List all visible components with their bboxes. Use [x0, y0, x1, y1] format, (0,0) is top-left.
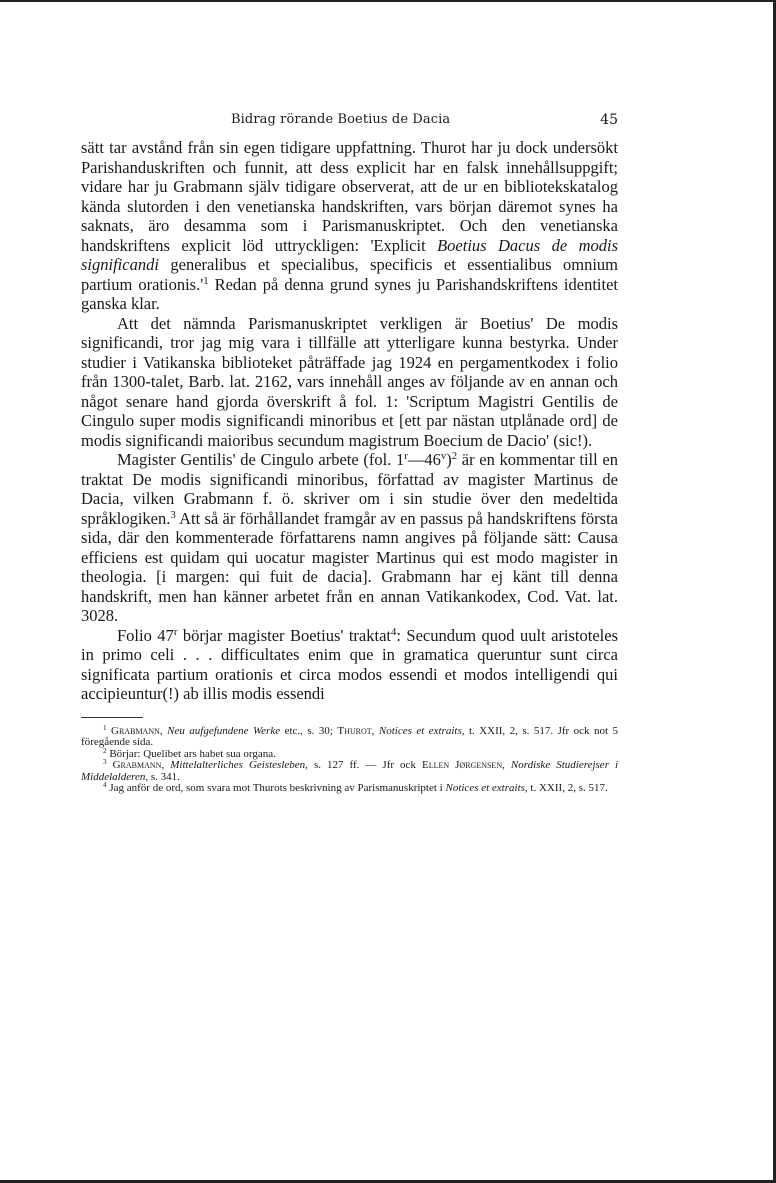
footnote — [81, 783, 618, 795]
small-caps-name: Grabmann — [112, 759, 162, 772]
superscript: 1 — [203, 274, 209, 287]
text-run: : Secundum quod uult aristoteles in primo celi . . . difficultates enim que in gramatica queruntur sunt circa significata partium orationis et circa modos essendi et modos intelligendi qui accipieuntur(!) ab illis modis essendi — [81, 625, 618, 703]
text-run: , s. 127 ff. — Jfr ock — [305, 759, 422, 772]
paragraph — [81, 626, 618, 704]
body-text — [81, 138, 618, 704]
italic-text: Nordiske Studierejser i Middelalderen — [81, 759, 619, 783]
superscript: r — [173, 625, 178, 638]
page-header — [81, 108, 618, 138]
text-run: Börjar: Quelibet ars habet sua organa. — [106, 747, 276, 760]
superscript: 3 — [170, 508, 176, 521]
italic-text: Boetius Dacus de modis significandi — [81, 235, 618, 274]
text-run: , t. XXII, 2, s. 517. — [524, 782, 608, 795]
superscript: 4 — [390, 625, 397, 638]
text-run: —46 — [407, 450, 441, 469]
superscript: v — [440, 450, 447, 463]
text-run: , s. 341. — [145, 770, 180, 783]
small-caps-name: Thurot — [337, 724, 372, 737]
text-run: Att så är förhållandet framgår av en passus på handskriftens första sida, där den kommenterade författarens namn angives på följande sätt: Causa efficiens est quidam qui uocatur magister Martinus qui est modo magister in theologia. [i margen: qui fuit de dacia]. Grabmann har ej känt till denna handskrift, men han känner arbetet från en annan Vatikankodex, Cod. Vat. lat. 3028. — [81, 508, 618, 625]
superscript: 2 — [451, 450, 458, 463]
text-run: sätt tar avstånd från sin egen tidigare uppfattning. Thurot har ju dock undersökt Parishanduskriften och funnit, att dess explicit har en falsk innehållsuppgift; vidare har ju Grabmann själv tidigare observerat, att de ur en bibliotekskatalog kända slutorden i den venetianska handskriften, vars början däremot synes ha saknats, äro desamma som i Parismanuskriptet. Och den venetianska handskriftens explicit löd uttryckligen: 'Explicit — [81, 138, 618, 255]
text-run: , t. XXII, 2, s. 517. Jfr ock not 5 föregående sida. — [81, 724, 619, 749]
text-run: Folio 47 — [117, 625, 174, 645]
text-run: etc., s. 30; — [280, 724, 338, 737]
superscript: r — [404, 450, 408, 463]
italic-text: Notices et extraits — [378, 724, 462, 737]
text-run: är en kommentar till en traktat De modis significandi minoribus, författad av magister Martinus de Dacia, vilken Grabmann f. ö. skriver om i sin studie över den medeltida språklogiken. — [81, 450, 618, 528]
superscript: 3 — [103, 758, 107, 767]
text-run: ) — [446, 450, 452, 469]
book-page — [81, 108, 618, 795]
paragraph — [81, 314, 618, 451]
italic-text: Mittelalterliches Geistesleben — [170, 759, 306, 772]
superscript: 4 — [103, 781, 107, 790]
paragraph — [81, 450, 618, 626]
text-run: Magister Gentilis' de Cingulo arbete (fol. 1 — [117, 450, 405, 469]
text-run: börjar magister Boetius' traktat — [177, 625, 391, 645]
italic-text: Neu aufgefundene Werke — [167, 724, 281, 737]
text-run: Jag anför de ord, som svara mot Thurots beskrivning av Parismanuskriptet i — [106, 782, 446, 795]
italic-text: Notices et extraits — [445, 782, 525, 795]
superscript: 2 — [103, 746, 107, 755]
text-run: , — [502, 759, 511, 772]
page-number: 45 — [600, 112, 618, 128]
footnotes — [81, 723, 619, 796]
text-run: Redan på denna grund synes ju Parishandskriftens identitet ganska klar. — [81, 274, 618, 313]
footnote-divider — [81, 717, 143, 718]
superscript: 1 — [103, 723, 107, 732]
text-run: , — [159, 724, 168, 737]
text-run: , — [371, 724, 379, 737]
footnote — [81, 760, 618, 783]
footnote — [81, 723, 619, 749]
paragraph — [81, 138, 618, 314]
text-run: , — [161, 759, 171, 772]
text-run: Att det nämnda Parismanuskriptet verkligen är Boetius' De modis significandi, tror jag mig vara i tillfälle att ytterligare kunna bestyrka. Under studier i Vatikanska biblioteket påträffade jag 1924 en pergamentkodex i folio från 1300-talet, Barb. lat. 2162, vars innehåll anges av följande av en annan och något senare hand gjorda överskrift å fol. 1: 'Scriptum Magistri Gentilis de Cingulo super modis significandi minoribus et [ett par nästan utplånade ord] de modis significandi maioribus secundum magistrum Boecium de Dacio' (sic!). — [81, 313, 618, 450]
small-caps-name: Ellen Jørgensen — [421, 759, 503, 772]
text-run: generalibus et specialibus, specificis et essentialibus omnium partium orationis.' — [81, 255, 618, 294]
small-caps-name: Grabmann — [111, 724, 160, 737]
scan-border-top — [0, 0, 776, 2]
running-title: Bidrag rörande Boetius de Dacia — [231, 112, 451, 127]
